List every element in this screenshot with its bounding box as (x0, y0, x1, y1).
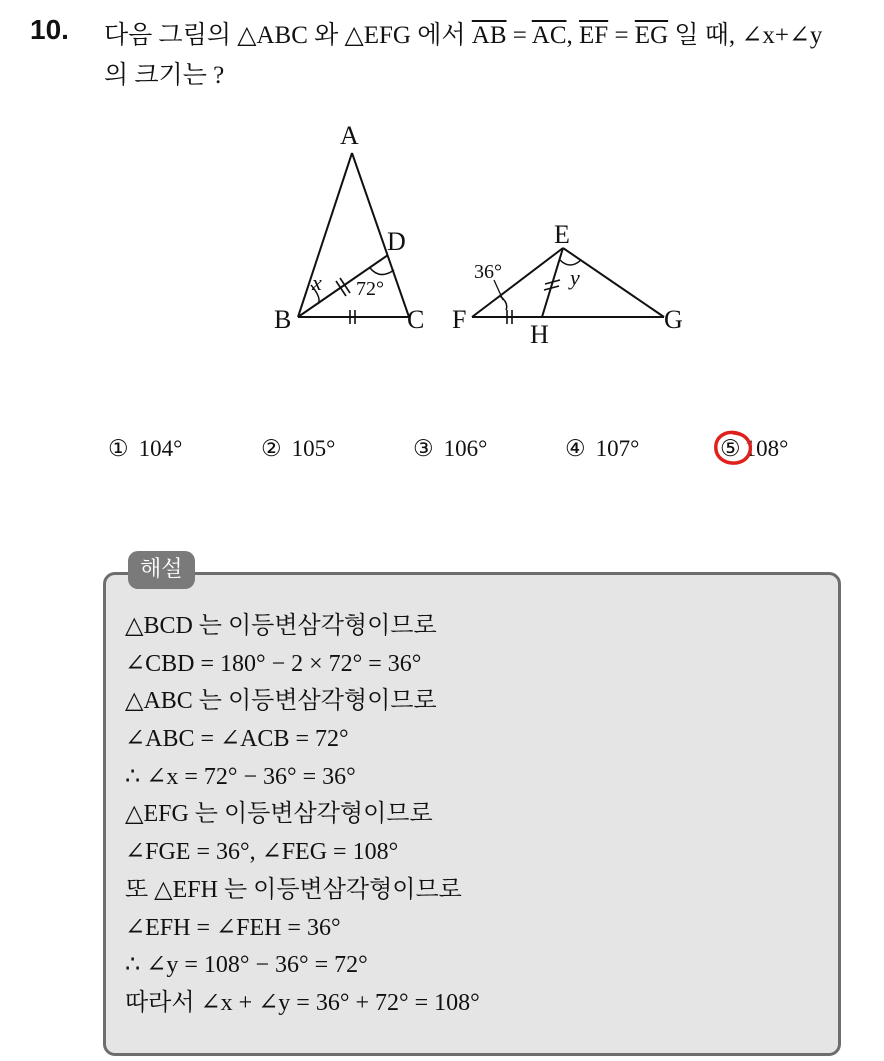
choice-2-marker: ② (261, 436, 282, 461)
label-c: C (407, 305, 425, 334)
question-number: 10. (30, 14, 69, 45)
label-a: A (340, 121, 359, 150)
solution-line: ∠CBD = 180° − 2 × 72° = 36° (125, 650, 422, 677)
solution-line: ∴ ∠y = 108° − 36° = 72° (125, 952, 368, 979)
tick-mark (336, 281, 346, 296)
choice-4[interactable] (565, 436, 639, 462)
solution-line: 따라서 ∠x + ∠y = 36° + 72° = 108° (125, 989, 480, 1016)
separator: , (566, 22, 579, 49)
segment-ef: $\overline{EF}$ (579, 22, 609, 49)
choice-5[interactable] (720, 436, 788, 462)
angle-arc-36 (500, 296, 507, 310)
label-72-degrees: 72° (356, 278, 384, 300)
solution-line: ∠EFH = ∠FEH = 36° (125, 914, 341, 941)
solution-line: △EFG 는 이등변삼각형이므로 (125, 801, 433, 828)
answer-circle-mark (710, 428, 756, 470)
choice-2[interactable] (261, 436, 335, 462)
tick-mark (340, 278, 350, 293)
segment-ac: $\overline{AC}$ (531, 22, 567, 49)
label-f: F (452, 305, 467, 334)
choice-2-text: 105° (291, 436, 336, 461)
choice-4-text: 107° (595, 436, 640, 461)
choice-5-marker: ⑤ (720, 436, 741, 461)
label-b: B (274, 305, 292, 334)
solution-line: 또 △EFH 는 이등변삼각형이므로 (125, 876, 462, 903)
angle-arc-72 (370, 268, 394, 275)
solution-lines (125, 608, 480, 1023)
equals-sign: = (608, 22, 635, 49)
choice-1-text: 104° (138, 436, 183, 461)
choice-1[interactable] (108, 436, 182, 462)
label-y: y (570, 265, 580, 290)
label-d: D (387, 227, 406, 256)
label-x: x (312, 270, 322, 295)
choice-5-text: 108° (744, 436, 789, 461)
solution-line: △BCD 는 이등변삼각형이므로 (125, 613, 437, 639)
geometry-figure (0, 110, 884, 360)
solution-line: ∠FGE = 36°, ∠FEG = 108° (125, 839, 399, 866)
segment-eg: $\overline{EG}$ (634, 22, 669, 49)
choice-4-marker: ④ (565, 436, 586, 461)
label-e: E (554, 220, 570, 249)
segment-ab: $\overline{AB}$ (471, 22, 507, 49)
question-line-1 (104, 16, 874, 56)
equals-sign: = (506, 22, 532, 49)
solution-line: ∠ABC = ∠ACB = 72° (125, 726, 349, 753)
triangle-efg (472, 248, 664, 324)
label-36-degrees: 36° (474, 261, 502, 283)
solution-line: △ABC 는 이등변삼각형이므로 (125, 688, 437, 715)
answer-choices (108, 436, 848, 470)
question-condition: 일 때, ∠x+∠y (668, 22, 823, 49)
label-g: G (664, 305, 683, 334)
angle-value-labels (356, 261, 502, 300)
solution-line: ∴ ∠x = 72° − 36° = 36° (125, 763, 356, 790)
label-h: H (530, 320, 549, 349)
question-line-2: 의 크기는 ? (104, 62, 225, 89)
choice-3-marker: ③ (413, 436, 434, 461)
question-text (104, 16, 874, 96)
question-intro: 다음 그림의 △ABC 와 △EFG 에서 (104, 22, 472, 49)
solution-tag: 해설 (128, 551, 195, 589)
choice-3-text: 106° (443, 436, 488, 461)
vertex-labels (274, 121, 683, 349)
choice-1-marker: ① (108, 436, 129, 461)
choice-3[interactable] (413, 436, 487, 462)
